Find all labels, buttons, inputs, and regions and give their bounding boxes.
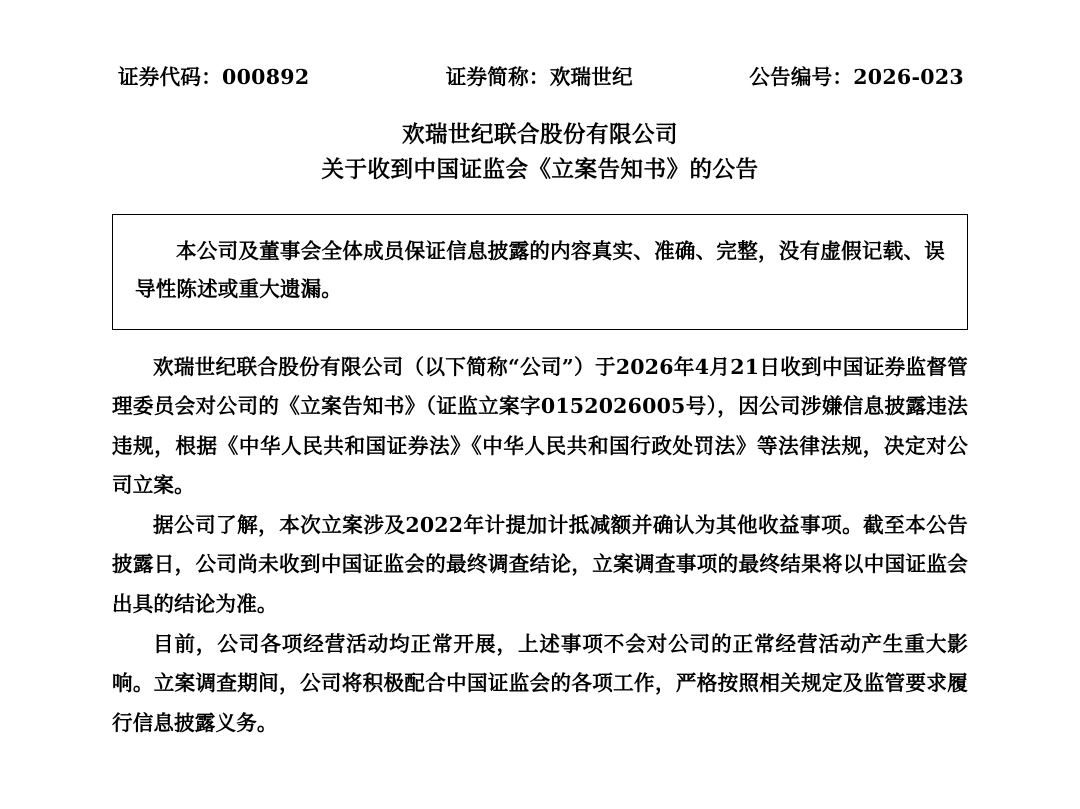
disclosure-statement-box (112, 214, 968, 330)
announcement-number: 公告编号：2026-023 (749, 65, 964, 89)
document-title (112, 118, 968, 188)
title-subject: 关于收到中国证监会《立案告知书》的公告 (321, 156, 759, 183)
title-company-name: 欢瑞世纪联合股份有限公司 (401, 122, 678, 148)
body-paragraph: 据公司了解，本次立案涉及2022年计提加计抵减额并确认为其他收益事项。截至本公告披露日，公司尚未收到中国证监会的最终调查结论，立案调查事项的最终结果将以中国证监会出具的结论为准。 (112, 512, 968, 616)
document-body (112, 348, 968, 744)
body-paragraph: 目前，公司各项经营活动均正常开展，上述事项不会对公司的正常经营活动产生重大影响。立案调查期间，公司将积极配合中国证监会的各项工作，严格按照相关规定及监管要求履行信息披露义务。 (112, 631, 968, 735)
document-header (112, 0, 968, 90)
body-paragraph: 欢瑞世纪联合股份有限公司（以下简称“公司”）于2026年4月21日收到中国证券监督管理委员会对公司的《立案告知书》（证监立案字0152026005号），因公司涉嫌信息披露违法违规，根据《中华人民共和国证券法》《中华人民共和国行政处罚法》等法律法规，决定对公司立案。 (112, 354, 968, 498)
security-abbreviation: 证券简称：欢瑞世纪 (445, 65, 633, 89)
disclosure-statement-text: 本公司及董事会全体成员保证信息披露的内容真实、准确、完整，没有虚假记载、误导性陈述或重大遗漏。 (135, 238, 945, 301)
security-code: 证券代码：000892 (118, 65, 310, 89)
